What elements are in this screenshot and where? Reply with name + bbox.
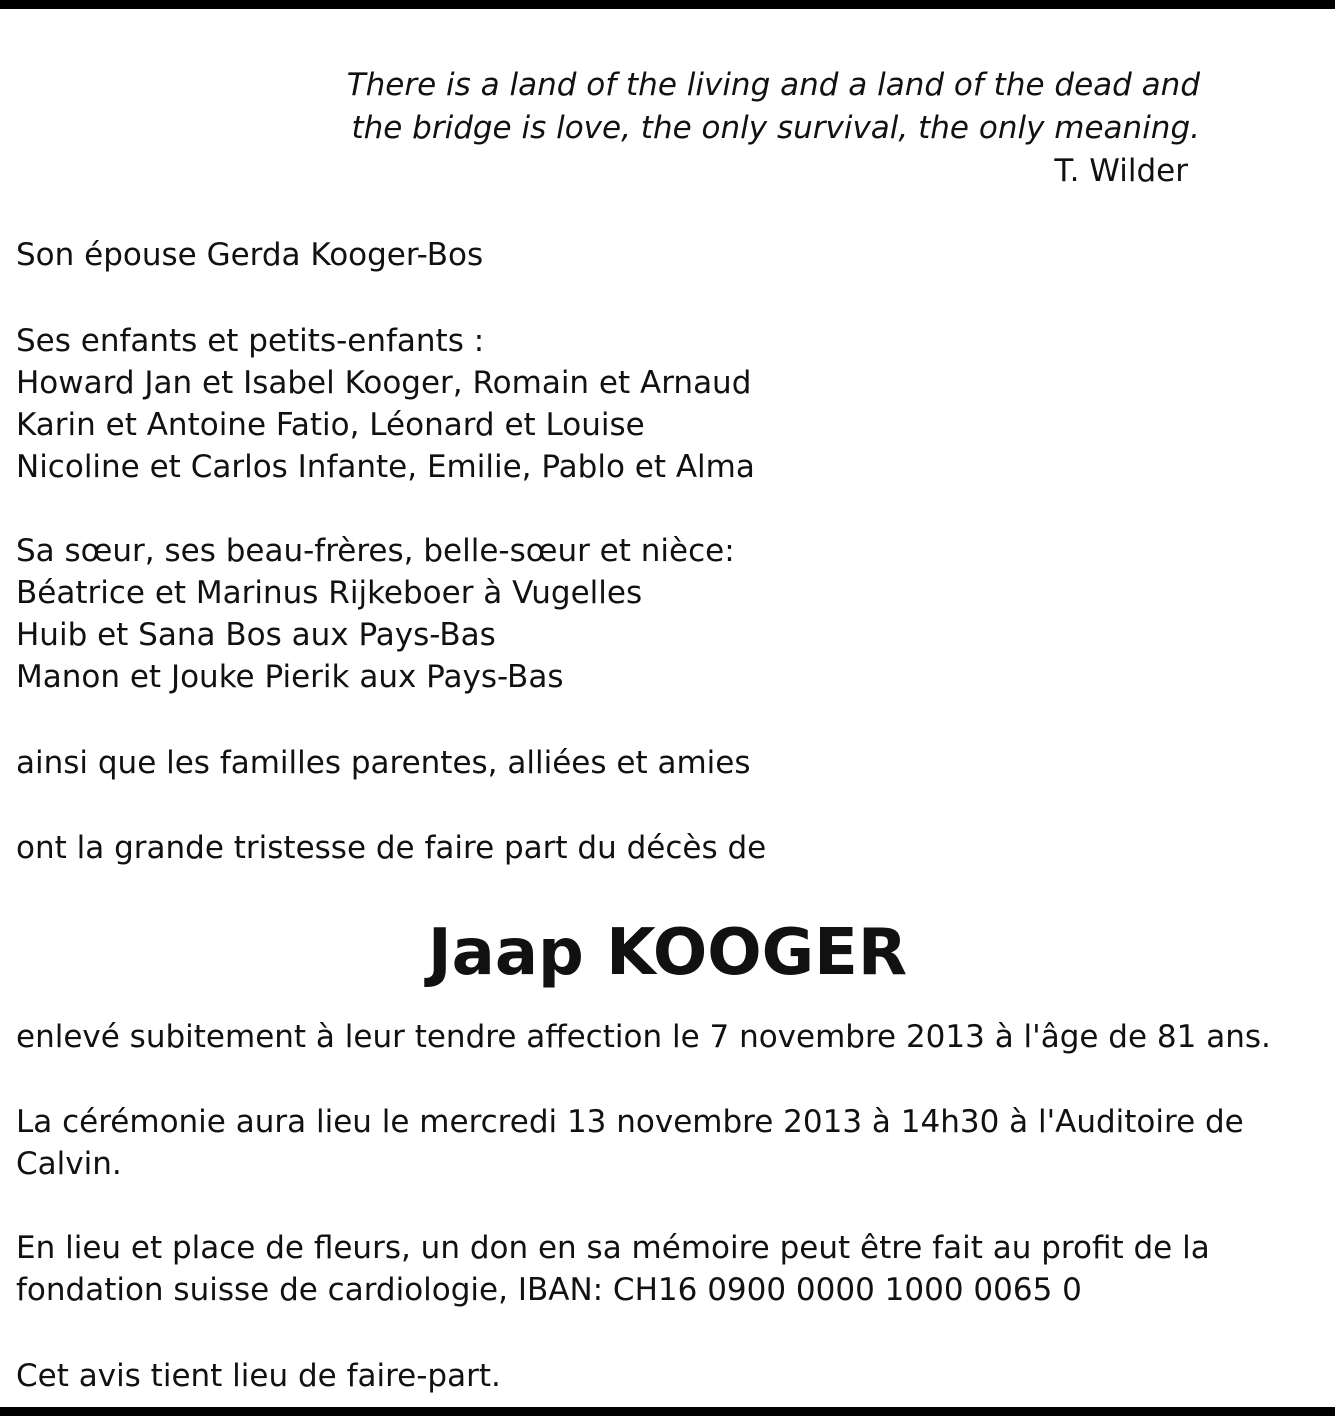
- families-line: ainsi que les familles parentes, alliées et amies: [16, 745, 751, 781]
- ceremony-line: Calvin.: [16, 1146, 122, 1182]
- children-line: Karin et Antoine Fatio, Léonard et Louise: [16, 407, 645, 443]
- death-notice-line: enlevé subitement à leur tendre affection le 7 novembre 2013 à l'âge de 81 ans.: [16, 1019, 1271, 1055]
- top-border-rule: [0, 0, 1335, 9]
- siblings-line: Manon et Jouke Pierik aux Pays-Bas: [16, 659, 564, 695]
- quote-line: There is a land of the living and a land of the dead and: [346, 67, 1200, 103]
- quote-line: the bridge is love, the only survival, the only meaning.: [351, 110, 1200, 146]
- donation-block: [16, 1227, 1210, 1311]
- donation-line: fondation suisse de cardiologie, IBAN: CH16 0900 0000 1000 0065 0: [16, 1272, 1082, 1308]
- children-line: Howard Jan et Isabel Kooger, Romain et Arnaud: [16, 365, 752, 401]
- epigraph-quote: [330, 64, 1200, 193]
- closing-line: Cet avis tient lieu de faire-part.: [16, 1358, 501, 1394]
- siblings-heading: Sa sœur, ses beau-frères, belle-sœur et nièce:: [16, 533, 735, 569]
- ceremony-block: [16, 1101, 1244, 1185]
- siblings-block: [16, 530, 735, 698]
- children-line: Nicoline et Carlos Infante, Emilie, Pablo et Alma: [16, 449, 755, 485]
- children-heading: Ses enfants et petits-enfants :: [16, 323, 485, 359]
- quote-author: T. Wilder: [1054, 153, 1188, 189]
- spouse-line: Son épouse Gerda Kooger-Bos: [16, 237, 484, 273]
- deceased-name: Jaap KOOGER: [427, 916, 908, 990]
- siblings-line: Béatrice et Marinus Rijkeboer à Vugelles: [16, 575, 643, 611]
- bottom-border-rule: [0, 1407, 1335, 1416]
- children-block: [16, 320, 755, 488]
- donation-line: En lieu et place de fleurs, un don en sa mémoire peut être fait au profit de la: [16, 1230, 1210, 1266]
- ceremony-line: La cérémonie aura lieu le mercredi 13 novembre 2013 à 14h30 à l'Auditoire de: [16, 1104, 1244, 1140]
- siblings-line: Huib et Sana Bos aux Pays-Bas: [16, 617, 496, 653]
- announcement-line: ont la grande tristesse de faire part du décès de: [16, 830, 767, 866]
